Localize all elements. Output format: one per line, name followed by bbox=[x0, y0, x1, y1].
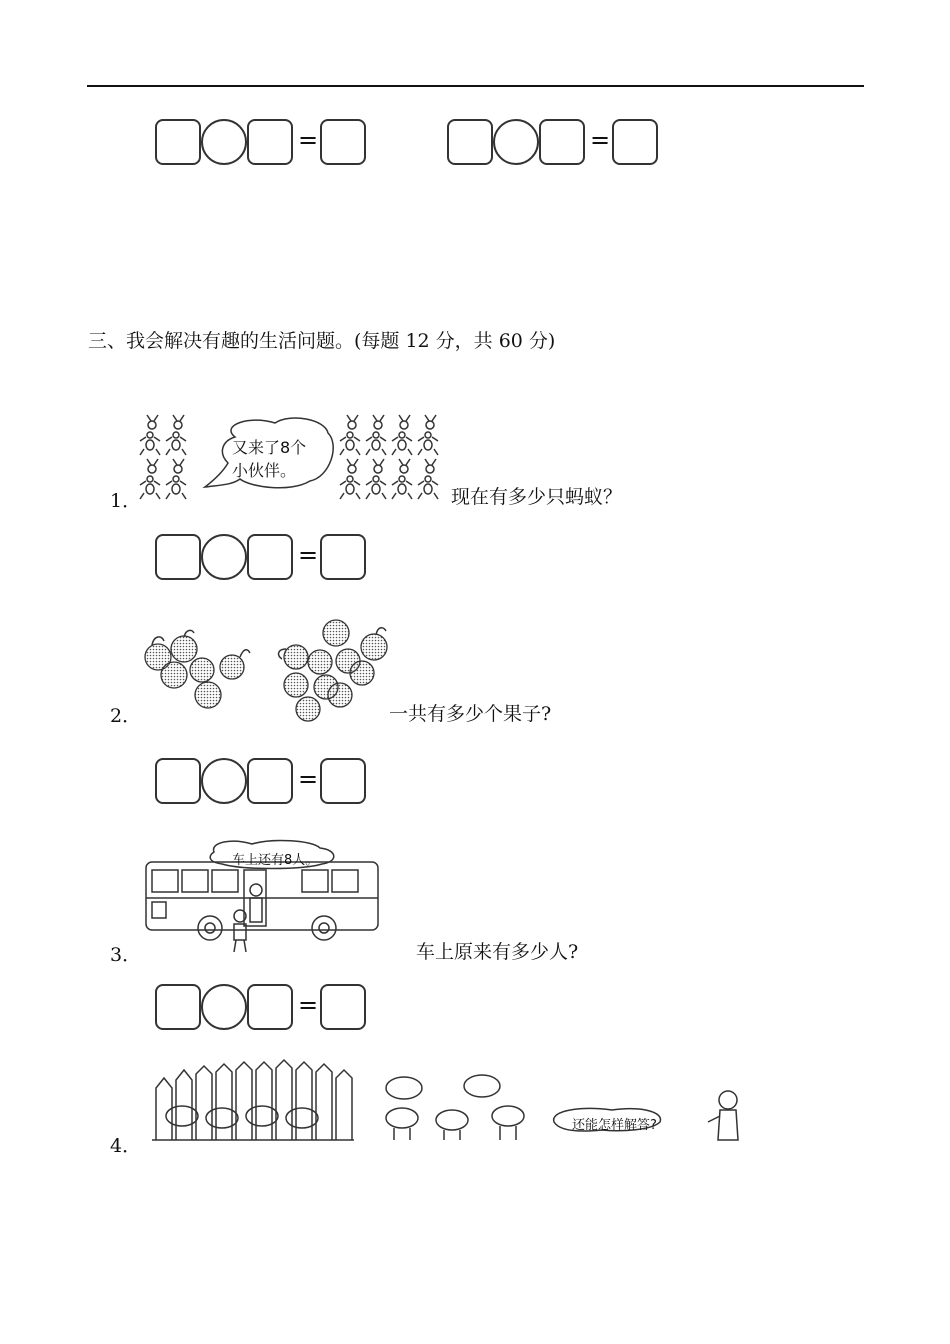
answer-box[interactable] bbox=[155, 758, 201, 804]
equals-sign: = bbox=[298, 765, 319, 793]
answer-box[interactable] bbox=[155, 984, 201, 1030]
answer-box[interactable] bbox=[155, 119, 201, 165]
problem-number-1: 1． bbox=[110, 490, 142, 512]
operator-circle[interactable] bbox=[201, 984, 247, 1030]
sheep-illustration bbox=[152, 1060, 752, 1150]
answer-box[interactable] bbox=[247, 119, 293, 165]
operator-circle[interactable] bbox=[201, 534, 247, 580]
result-box[interactable] bbox=[320, 758, 366, 804]
problem-number-4: 4． bbox=[110, 1135, 142, 1157]
equation-row-1 bbox=[155, 534, 365, 580]
equals-sign: = bbox=[298, 126, 319, 154]
equation-row-top-right bbox=[447, 119, 657, 165]
equals-sign: = bbox=[590, 126, 611, 154]
bubble-line-1: 又来了8个 bbox=[232, 438, 307, 457]
problem-number-3: 3． bbox=[110, 944, 142, 966]
result-box[interactable] bbox=[320, 534, 366, 580]
fruit-illustration bbox=[140, 615, 390, 725]
operator-circle[interactable] bbox=[201, 119, 247, 165]
answer-box[interactable] bbox=[539, 119, 585, 165]
bubble-line-2: 小伙伴。 bbox=[232, 461, 297, 480]
problem-question-1: 现在有多少只蚂蚁？ bbox=[451, 486, 623, 508]
answer-box[interactable] bbox=[247, 758, 293, 804]
result-box[interactable] bbox=[320, 984, 366, 1030]
answer-box[interactable] bbox=[247, 984, 293, 1030]
equation-row-2 bbox=[155, 758, 365, 804]
problem-question-3: 车上原来有多少人? bbox=[416, 941, 579, 963]
equation-row-3 bbox=[155, 984, 365, 1030]
answer-box[interactable] bbox=[247, 534, 293, 580]
answer-box[interactable] bbox=[155, 534, 201, 580]
sheep-bubble-text: 还能怎样解答? bbox=[572, 1118, 657, 1133]
equals-sign: = bbox=[298, 541, 319, 569]
section-title: 三、我会解决有趣的生活问题。(每题 12 分，共 60 分) bbox=[88, 330, 556, 352]
bus-bubble-text: 车上还有8人。 bbox=[232, 853, 319, 868]
operator-circle[interactable] bbox=[493, 119, 539, 165]
operator-circle[interactable] bbox=[201, 758, 247, 804]
header-rule bbox=[87, 85, 864, 87]
result-box[interactable] bbox=[612, 119, 658, 165]
result-box[interactable] bbox=[320, 119, 366, 165]
equals-sign: = bbox=[298, 991, 319, 1019]
answer-box[interactable] bbox=[447, 119, 493, 165]
equation-row-top-left bbox=[155, 119, 365, 165]
problem-question-2: 一共有多少个果子? bbox=[389, 703, 552, 725]
problem-number-2: 2． bbox=[110, 705, 142, 727]
